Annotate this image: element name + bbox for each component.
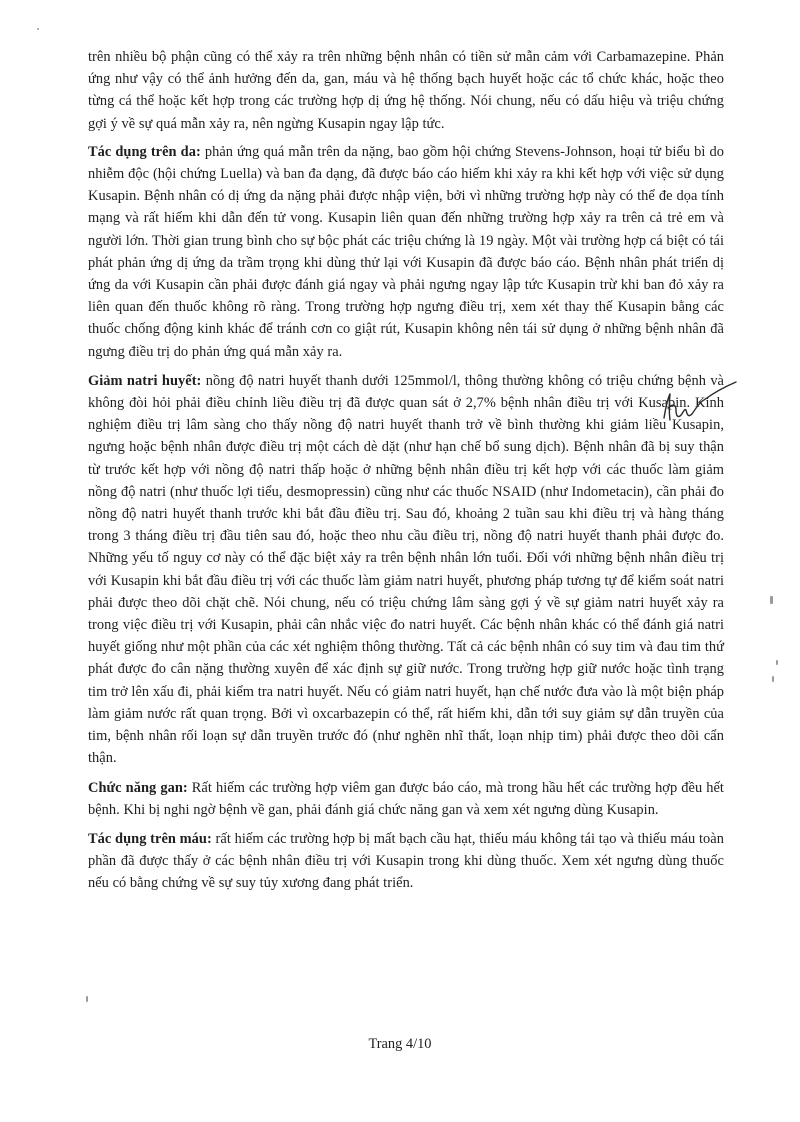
section-heading: Tác dụng trên máu:	[88, 830, 212, 847]
paragraph-intro	[88, 46, 724, 135]
paragraph-text: trên nhiều bộ phận cũng có thể xảy ra trên những bệnh nhân có tiền sử mẫn cảm với Carbamazepine. Phản ứng như vậy có thể ảnh hưởng đến da, gan, máu và hệ thống bạch huyết hoặc các tổ chức khác, hoặc theo từng cá thể hoặc kết hợp trong các trường hợp dị ứng hệ thống. Nói chung, nếu có dấu hiệu và triệu chứng gợi ý về sự quá mẫn xảy ra, nên ngừng Kusapin ngay lập tức.	[88, 49, 724, 132]
paragraph-text: nồng độ natri huyết thanh dưới 125mmol/l, thông thường không có triệu chứng bệnh và không đòi hỏi phải điều chỉnh liều điều trị đã được quan sát ở 2,7% bệnh nhân điều trị với Kusapin. Kinh nghiệm điều trị lâm sàng cho thấy nồng độ natri huyết thanh trở về bình thường khi giảm liều Kusapin, ngưng hoặc bệnh nhân được điều trị một cách dè dặt (như hạn chế bổ sung dịch). Bệnh nhân đã bị suy thận từ trước kết hợp với nồng độ natri thấp hoặc ở những bệnh nhân điều trị kết hợp với các thuốc làm giảm nồng độ natri (như thuốc lợi tiểu, desmopressin) cũng như các thuốc NSAID (như Indometacin), cần phải đo nồng độ natri huyết thanh trước khi bắt đầu điều trị. Sau đó, khoảng 2 tuần sau khi điều trị và hàng tháng trong 3 tháng điều trị đầu tiên sau đó, hoặc theo nhu cầu điều trị, nồng độ natri huyết thanh phải được đo. Những yếu tố nguy cơ này có thể đặc biệt xảy ra trên bệnh nhân lớn tuổi. Đối với những bệnh nhân điều trị với Kusapin khi bắt đầu điều trị với các thuốc làm giảm natri huyết, phương pháp tương tự để kiểm soát natri phải được theo dõi chặt chẽ. Nói chung, nếu có triệu chứng lâm sàng gợi ý về sự giảm natri huyết xảy ra trong việc điều trị với Kusapin, phải cân nhắc việc đo natri huyết. Các bệnh nhân khác có thể đánh giá natri huyết giống như một phần của các xét nghiệm thông thường. Tất cả các bệnh nhân có suy tim và đau tim thứ phát được đo cân nặng thường xuyên để xác định sự giữ nước. Trong trường hợp giữ nước hoặc tình trạng tim trở lên xấu đi, phải kiểm tra natri huyết. Nếu có giảm natri huyết, hạn chế nước đưa vào là một biện pháp làm giảm nước rất quan trọng. Bởi vì oxcarbazepin có thể, rất hiếm khi, dẫn tới suy giảm sự dẫn truyền của tim, bệnh nhân rối loạn sự dẫn truyền trước đó (như nghẽn nhĩ thất, loạn nhịp tim) phải được theo dõi cẩn thận.	[88, 372, 724, 767]
paragraph-blood-effects	[88, 828, 724, 895]
section-heading: Chức năng gan:	[88, 779, 188, 796]
paragraph-text: phản ứng quá mẫn trên da nặng, bao gồm hội chứng Stevens-Johnson, hoại tử biểu bì do nhiễm độc (hội chứng Luella) và ban đa dạng, đã được báo cáo hiếm khi xảy ra khi kết hợp với việc sử dụng Kusapin. Bệnh nhân có dị ứng da nặng phải được nhập viện, bởi vì những trường hợp này có thể đe dọa tính mạng và rất hiếm khi dẫn đến tử vong. Kusapin liên quan đến những trường hợp xảy ra trên cả trẻ em và người lớn. Thời gian trung bình cho sự bộc phát các triệu chứng là 19 ngày. Một vài trường hợp cá biệt có tái phát phản ứng dị ứng da trầm trọng khi dùng thử lại với Kusapin đã được báo cáo. Bệnh nhân phát triển dị ứng da với Kusapin cần phải được đánh giá ngay và phải ngưng ngay lập tức Kusapin trừ khi ban đỏ xảy ra liên quan đến thuốc không rõ ràng. Trong trường hợp ngưng điều trị, xem xét thay thế Kusapin bằng các thuốc chống động kinh khác để tránh cơn co giật rút, Kusapin không nên tái sử dụng ở những bệnh nhân đã ngưng điều trị do phản ứng quá mẫn xảy ra.	[88, 143, 725, 360]
section-heading: Tác dụng trên da:	[88, 143, 201, 160]
paragraph-text: rất hiếm các trường hợp bị mất bạch cầu hạt, thiếu máu không tái tạo và thiếu máu toàn phần đã được thấy ở các bệnh nhân điều trị với Kusapin trong khi dùng thuốc. Xem xét ngưng dùng thuốc nếu có bằng chứng về sự suy tủy xương đang phát triển.	[88, 830, 724, 892]
scan-mark	[772, 676, 774, 682]
page-number: Trang 4/10	[368, 1036, 432, 1052]
document-body	[88, 46, 724, 902]
paragraph-text: Rất hiếm các trường hợp viêm gan được báo cáo, mà trong hầu hết các trường hợp đều hết bệnh. Khi bị nghi ngờ bệnh về gan, phải đánh giá chức năng gan và xem xét ngưng dùng Kusapin.	[88, 779, 724, 818]
scan-mark	[37, 28, 39, 30]
scan-mark	[770, 596, 773, 604]
scan-mark	[776, 660, 778, 665]
paragraph-skin-effects	[88, 141, 724, 363]
scan-mark	[86, 996, 88, 1002]
handwritten-signature	[650, 380, 740, 430]
section-heading: Giảm natri huyết:	[88, 372, 202, 389]
paragraph-hyponatremia	[88, 370, 724, 770]
paragraph-liver-function	[88, 777, 724, 821]
